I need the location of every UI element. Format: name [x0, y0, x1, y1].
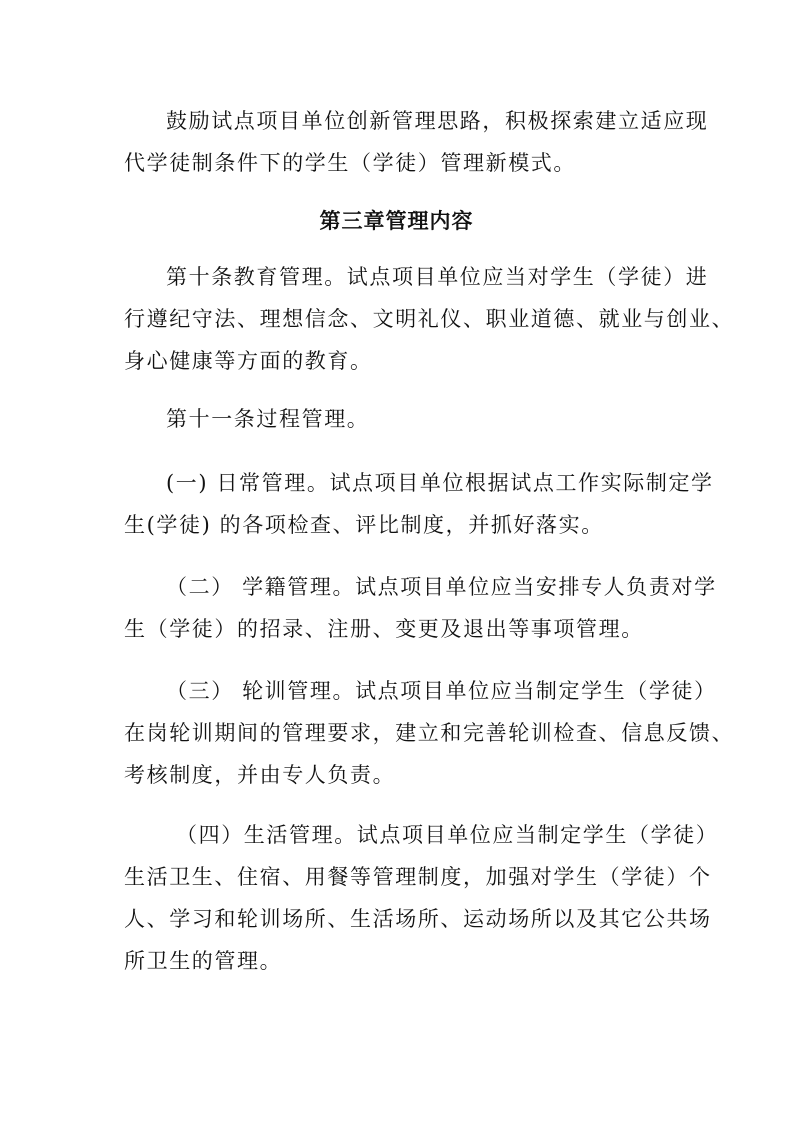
item-3-line: （三） 轮训管理。试点项目单位应当制定学生（学徒）	[166, 679, 717, 703]
item-4-line: 所卫生的管理。	[124, 949, 283, 973]
item-4-line: （四）生活管理。试点项目单位应当制定学生（学徒）	[176, 823, 719, 847]
item-2-line: （二） 学籍管理。试点项目单位应当安排专人负责对学	[166, 575, 717, 599]
article-10-line: 身心健康等方面的教育。	[124, 349, 373, 373]
article-10-line: 行遵纪守法、理想信念、文明礼仪、职业道德、就业与创业、	[124, 307, 735, 331]
paragraph-line: 代学徒制条件下的学生（学徒）管理新模式。	[124, 151, 576, 175]
item-4-line: 生活卫生、住宿、用餐等管理制度，加强对学生（学徒）个	[124, 865, 712, 889]
item-3-line: 在岗轮训期间的管理要求，建立和完善轮训检查、信息反馈、	[124, 721, 735, 745]
article-10-line: 第十条教育管理。试点项目单位应当对学生（学徒）进	[166, 265, 709, 289]
item-3-line: 考核制度，并由专人负责。	[124, 763, 396, 787]
chapter-heading: 第三章管理内容	[319, 209, 474, 233]
item-2-line: 生（学徒）的招录、注册、变更及退出等事项管理。	[124, 617, 644, 641]
item-1-line: 生(学徒) 的各项检查、评比制度，并抓好落实。	[124, 513, 604, 537]
item-1-line: (一) 日常管理。试点项目单位根据试点工作实际制定学	[166, 471, 714, 495]
paragraph-line: 鼓励试点项目单位创新管理思路，积极探索建立适应现	[166, 109, 709, 133]
item-4-line: 人、学习和轮训场所、生活场所、运动场所以及其它公共场	[124, 907, 712, 931]
article-11-line: 第十一条过程管理。	[166, 407, 370, 431]
